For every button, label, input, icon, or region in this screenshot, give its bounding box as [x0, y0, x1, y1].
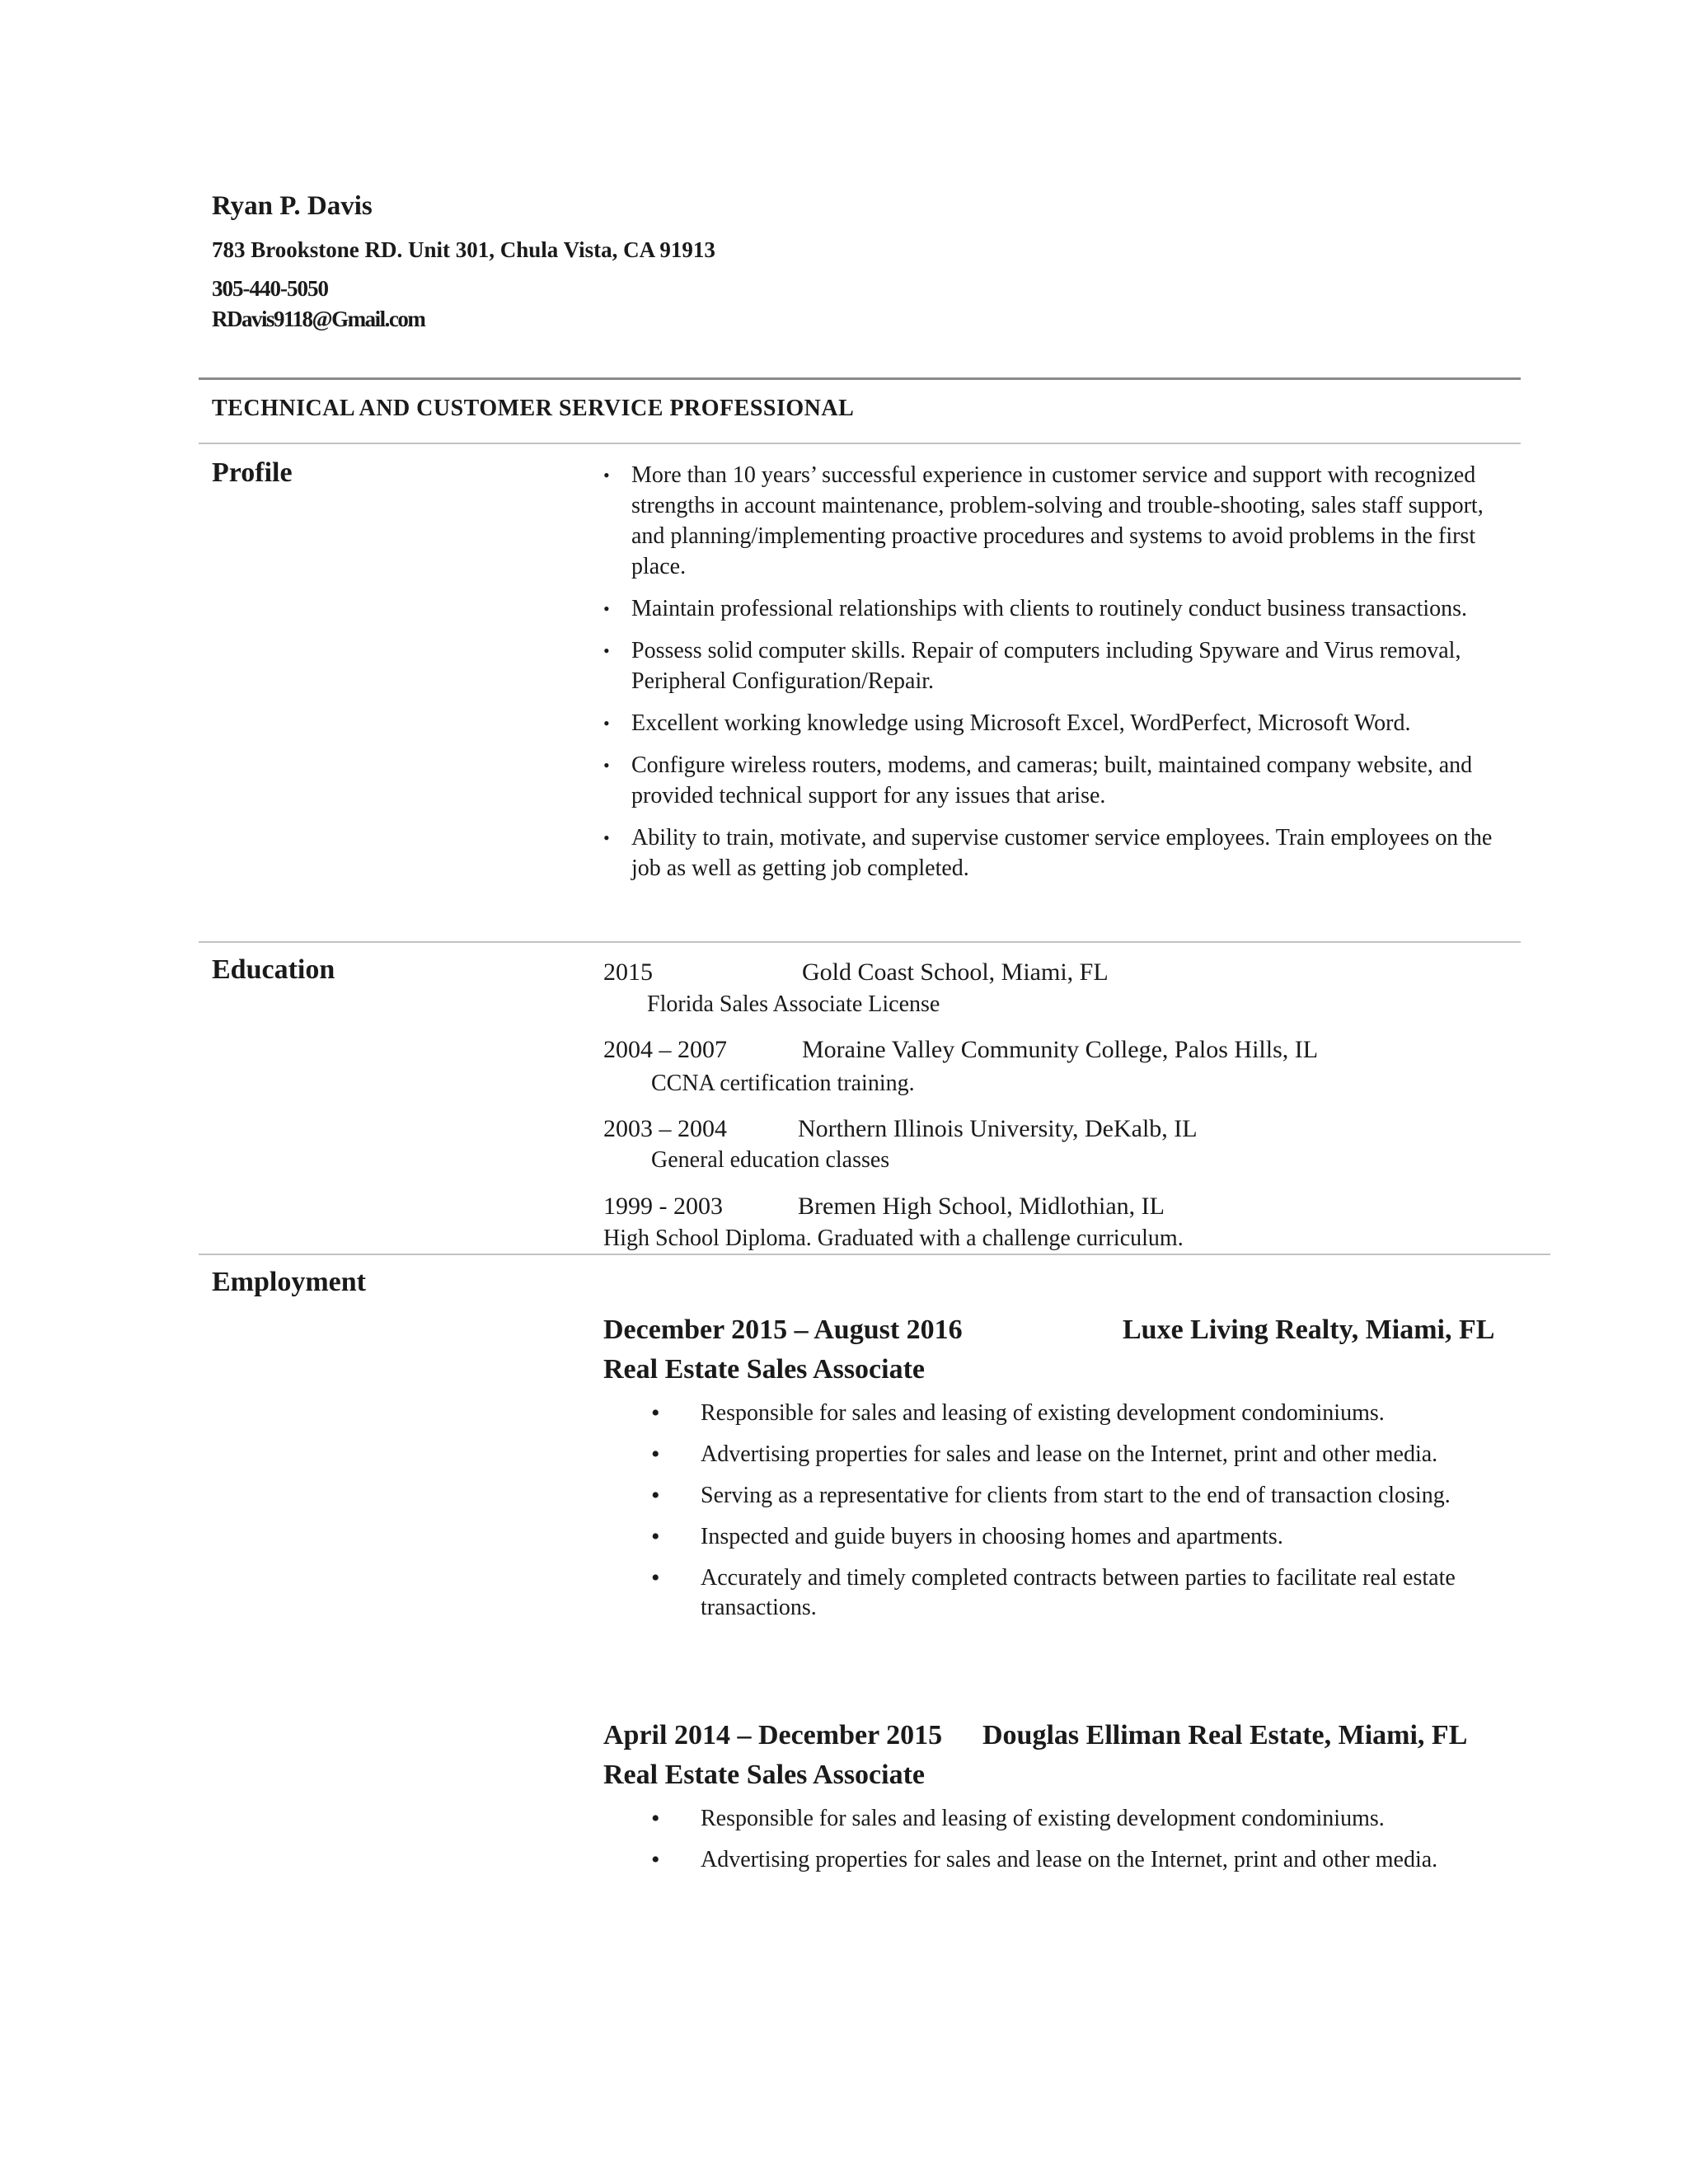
bullet-icon: •	[651, 1846, 660, 1873]
job-duty-item	[651, 1563, 1508, 1623]
education-years: 2003 – 2004	[603, 1115, 727, 1142]
job-company: Douglas Elliman Real Estate, Miami, FL	[982, 1720, 1468, 1750]
mailing-address: 783 Brookstone RD. Unit 301, Chula Vista, CA 91913	[212, 237, 715, 262]
job-dates: December 2015 – August 2016	[603, 1315, 963, 1345]
job-duties-list	[651, 1804, 1508, 1886]
section-heading-profile: Profile	[212, 457, 293, 488]
job-duty-text: Responsible for sales and leasing of existing development condominiums.	[701, 1400, 1385, 1426]
profile-item	[603, 593, 1493, 624]
bullet-icon: •	[651, 1399, 660, 1427]
bullet-icon: •	[603, 713, 610, 733]
job-duty-text: Advertising properties for sales and lease on the Internet, print and other media.	[701, 1441, 1438, 1467]
education-years: 1999 - 2003	[603, 1193, 723, 1220]
job-duty-item	[651, 1399, 1508, 1428]
education-years: 2004 – 2007	[603, 1036, 727, 1063]
job-duties-list	[651, 1399, 1508, 1634]
job-company: Luxe Living Realty, Miami, FL	[1123, 1315, 1495, 1345]
education-school: Northern Illinois University, DeKalb, IL	[798, 1115, 1198, 1142]
profile-item	[603, 708, 1493, 738]
job-duty-item	[651, 1804, 1508, 1834]
banner-divider	[199, 443, 1521, 444]
education-school: Bremen High School, Midlothian, IL	[798, 1193, 1165, 1220]
bullet-icon: •	[603, 755, 610, 776]
bullet-icon: •	[651, 1482, 660, 1509]
profile-item-text: Ability to train, motivate, and supervise customer service employees. Train employees on the job as well as getting job completed.	[631, 825, 1493, 881]
job-duty-text: Serving as a representative for clients from start to the end of transaction closing.	[701, 1483, 1451, 1508]
education-note: High School Diploma. Graduated with a challenge curriculum.	[603, 1226, 1184, 1251]
profile-item-text: Configure wireless routers, modems, and cameras; built, maintained company website, and provided technical support for any issues that arise.	[631, 752, 1473, 808]
job-duty-text: Accurately and timely completed contracts between parties to facilitate real estate transactions.	[701, 1565, 1456, 1620]
profile-item	[603, 635, 1493, 696]
employment-divider	[199, 1254, 1550, 1255]
education-note: CCNA certification training.	[651, 1071, 915, 1096]
education-school: Gold Coast School, Miami, FL	[802, 958, 1109, 986]
section-heading-education: Education	[212, 954, 335, 985]
candidate-name: Ryan P. Davis	[212, 191, 373, 221]
education-years: 2015	[603, 958, 653, 986]
education-note: Florida Sales Associate License	[647, 991, 940, 1017]
education-note: General education classes	[651, 1147, 890, 1173]
education-divider	[199, 941, 1521, 943]
job-title: Real Estate Sales Associate	[603, 1354, 926, 1385]
job-title: Real Estate Sales Associate	[603, 1760, 926, 1790]
profile-item	[603, 460, 1493, 582]
job-duty-text: Inspected and guide buyers in choosing homes and apartments.	[701, 1524, 1283, 1549]
profile-item	[603, 750, 1493, 811]
job-duty-text: Advertising properties for sales and lease on the Internet, print and other media.	[701, 1847, 1438, 1872]
education-school: Moraine Valley Community College, Palos Hills, IL	[802, 1036, 1319, 1063]
bullet-icon: •	[651, 1523, 660, 1550]
profile-item-text: Excellent working knowledge using Microsoft Excel, WordPerfect, Microsoft Word.	[631, 710, 1411, 736]
phone-number: 305-440-5050	[212, 276, 328, 301]
bullet-icon: •	[651, 1805, 660, 1832]
bullet-icon: •	[603, 598, 610, 619]
job-duty-text: Responsible for sales and leasing of existing development condominiums.	[701, 1806, 1385, 1831]
email-address: RDavis9118@Gmail.com	[212, 307, 425, 331]
profile-list	[603, 460, 1493, 895]
bullet-icon: •	[651, 1441, 660, 1468]
job-duty-item	[651, 1845, 1508, 1875]
profile-item-text: Maintain professional relationships with clients to routinely conduct business transactions.	[631, 596, 1468, 621]
header-divider	[199, 377, 1521, 380]
profile-item-text: More than 10 years’ successful experience in customer service and support with recognized strengths in account maintenance, problem-solving and trouble-shooting, sales staff support, and planning/implementing proactive procedures and systems to avoid problems in the first place.	[631, 462, 1484, 579]
bullet-icon: •	[603, 465, 610, 485]
job-duty-item	[651, 1440, 1508, 1469]
bullet-icon: •	[603, 827, 610, 848]
profile-item-text: Possess solid computer skills. Repair of computers including Spyware and Virus removal, Peripheral Configuration/Repair.	[631, 638, 1461, 694]
section-heading-employment: Employment	[212, 1267, 366, 1297]
job-duty-item	[651, 1522, 1508, 1552]
job-duty-item	[651, 1481, 1508, 1511]
job-dates: April 2014 – December 2015	[603, 1720, 943, 1750]
bullet-icon: •	[651, 1564, 660, 1591]
profile-item	[603, 823, 1493, 883]
professional-title-banner: TECHNICAL AND CUSTOMER SERVICE PROFESSIONAL	[212, 396, 855, 421]
bullet-icon: •	[603, 640, 610, 661]
